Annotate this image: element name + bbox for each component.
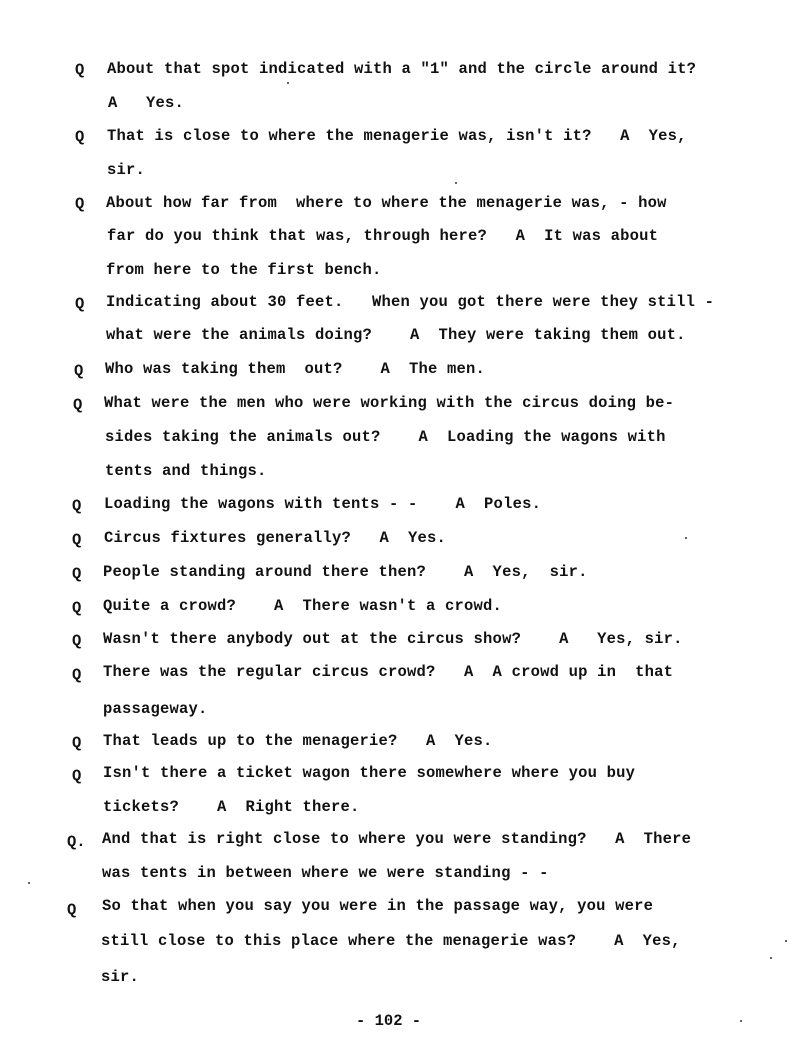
scan-speck (785, 940, 787, 942)
transcript-line: sir. (107, 161, 146, 179)
transcript-line: Who was taking them out? A The men. (105, 360, 486, 378)
speaker-marker: Q (72, 497, 82, 515)
speaker-marker: Q (72, 666, 82, 684)
speaker-marker: Q (75, 295, 85, 313)
speaker-marker: Q (67, 901, 77, 919)
transcript-line: That leads up to the menagerie? A Yes. (103, 732, 493, 750)
transcript-line: from here to the first bench. (106, 261, 382, 279)
speaker-marker: Q (72, 632, 82, 650)
transcript-line: Circus fixtures generally? A Yes. (104, 529, 447, 547)
transcript-line: So that when you say you were in the passage way, you were (102, 897, 654, 915)
speaker-marker: Q (75, 195, 85, 213)
speaker-marker: Q. (67, 833, 86, 851)
speaker-marker: Q (73, 396, 83, 414)
speaker-marker: Q (72, 565, 82, 583)
transcript-line: Loading the wagons with tents - - A Poles. (104, 495, 542, 513)
speaker-marker: Q (72, 734, 82, 752)
page-number: - 102 - (356, 1012, 422, 1030)
speaker-marker: Q (72, 599, 82, 617)
speaker-marker: Q (72, 531, 82, 549)
transcript-line: tickets? A Right there. (103, 798, 360, 816)
speaker-marker: Q (75, 128, 85, 146)
speaker-marker: Q (75, 61, 85, 79)
transcript-line: sides taking the animals out? A Loading the wagons with (105, 428, 666, 446)
transcript-line: was tents in between where we were standing - - (102, 864, 549, 882)
transcript-line: About that spot indicated with a "1" and the circle around it? (107, 60, 697, 78)
transcript-line: what were the animals doing? A They were taking them out. (106, 326, 686, 344)
transcript-line: still close to this place where the menagerie was? A Yes, (101, 932, 681, 950)
scan-speck (28, 882, 30, 884)
transcript-line: That is close to where the menagerie was, isn't it? A Yes, (107, 127, 687, 145)
transcript-line: Quite a crowd? A There wasn't a crowd. (103, 597, 503, 615)
transcript-line: tents and things. (105, 462, 267, 480)
transcript-line: far do you think that was, through here? A It was about (107, 227, 659, 245)
transcript-line: sir. (101, 968, 140, 986)
transcript-line: Indicating about 30 feet. When you got there were they still - (106, 293, 715, 311)
transcript-line: People standing around there then? A Yes, sir. (103, 563, 588, 581)
speaker-marker: Q (72, 767, 82, 785)
transcript-line: About how far from where to where the menagerie was, - how (106, 194, 667, 212)
scan-speck (685, 537, 687, 539)
transcript-line: And that is right close to where you were standing? A There (102, 830, 692, 848)
speaker-marker: Q (74, 362, 84, 380)
transcript-line: passageway. (103, 700, 208, 718)
transcript-line: What were the men who were working with the circus doing be- (104, 394, 675, 412)
transcript-line: Wasn't there anybody out at the circus show? A Yes, sir. (103, 630, 683, 648)
scan-speck (455, 182, 457, 184)
scan-speck (287, 82, 289, 84)
transcript-line: There was the regular circus crowd? A A crowd up in that (103, 663, 674, 681)
transcript-line: Isn't there a ticket wagon there somewhere where you buy (103, 764, 636, 782)
scan-speck (770, 957, 772, 959)
scan-speck (740, 1020, 742, 1022)
transcript-line: A Yes. (108, 94, 185, 112)
